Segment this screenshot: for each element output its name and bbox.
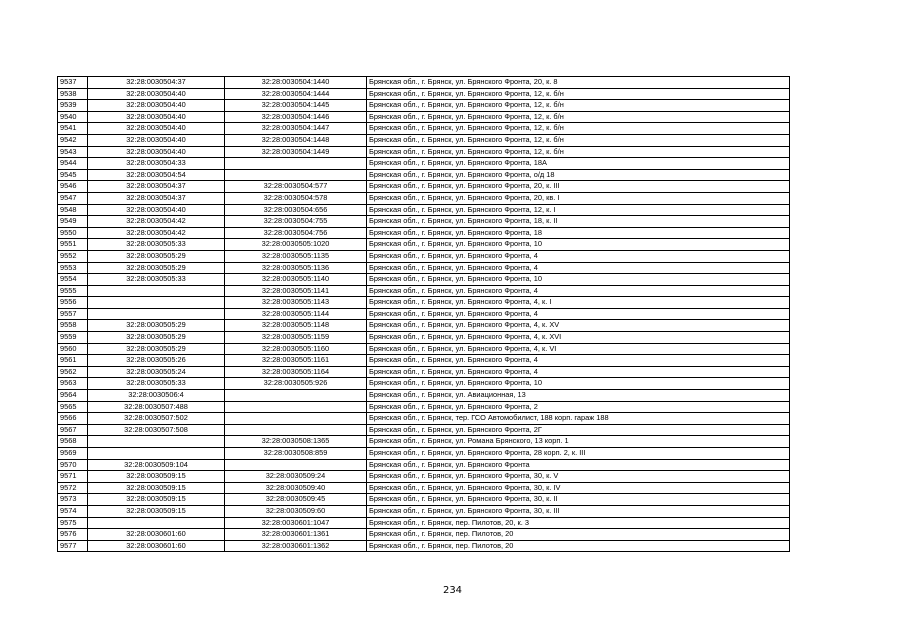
object-cadastral-number-cell: 32:28:0030505:1135	[225, 250, 367, 262]
land-cadastral-number-cell: 32:28:0030506:4	[88, 390, 225, 402]
land-cadastral-number-cell: 32:28:0030505:29	[88, 320, 225, 332]
object-cadastral-number-cell	[225, 459, 367, 471]
address-cell: Брянская обл., г. Брянск, ул. Брянского Фронта, 20, к. III	[367, 181, 790, 193]
row-number-cell: 9547	[58, 192, 88, 204]
object-cadastral-number-cell: 32:28:0030505:1020	[225, 239, 367, 251]
object-cadastral-number-cell: 32:28:0030504:656	[225, 204, 367, 216]
address-cell: Брянская обл., г. Брянск, ул. Брянского Фронта, 4, к. VI	[367, 343, 790, 355]
object-cadastral-number-cell: 32:28:0030505:926	[225, 378, 367, 390]
land-cadastral-number-cell: 32:28:0030509:15	[88, 494, 225, 506]
land-cadastral-number-cell: 32:28:0030504:37	[88, 192, 225, 204]
object-cadastral-number-cell: 32:28:0030505:1143	[225, 297, 367, 309]
land-cadastral-number-cell: 32:28:0030505:29	[88, 250, 225, 262]
row-number-cell: 9545	[58, 169, 88, 181]
land-cadastral-number-cell: 32:28:0030507:508	[88, 424, 225, 436]
land-cadastral-number-cell: 32:28:0030504:42	[88, 216, 225, 228]
land-cadastral-number-cell: 32:28:0030504:42	[88, 227, 225, 239]
row-number-cell: 9573	[58, 494, 88, 506]
row-number-cell: 9562	[58, 366, 88, 378]
object-cadastral-number-cell: 32:28:0030505:1164	[225, 366, 367, 378]
land-cadastral-number-cell: 32:28:0030505:26	[88, 355, 225, 367]
table-row	[58, 285, 790, 297]
address-cell: Брянская обл., г. Брянск, ул. Брянского Фронта, 4	[367, 250, 790, 262]
table-row	[58, 355, 790, 367]
row-number-cell: 9558	[58, 320, 88, 332]
address-cell: Брянская обл., г. Брянск, ул. Брянского Фронта, 10	[367, 239, 790, 251]
address-cell: Брянская обл., г. Брянск, ул. Брянского Фронта, 4, к. XV	[367, 320, 790, 332]
address-cell: Брянская обл., г. Брянск, ул. Брянского Фронта, 28 корп. 2, к. III	[367, 448, 790, 460]
table-row	[58, 308, 790, 320]
address-cell: Брянская обл., г. Брянск, ул. Брянского Фронта, 12, к. б/н	[367, 146, 790, 158]
address-cell: Брянская обл., г. Брянск, пер. Пилотов, 20, к. 3	[367, 517, 790, 529]
row-number-cell: 9549	[58, 216, 88, 228]
address-cell: Брянская обл., г. Брянск, ул. Брянского Фронта, о/д 18	[367, 169, 790, 181]
table-row	[58, 448, 790, 460]
address-cell: Брянская обл., г. Брянск, ул. Брянского Фронта, 18, к. II	[367, 216, 790, 228]
address-cell: Брянская обл., г. Брянск, ул. Брянского Фронта, 4	[367, 366, 790, 378]
table-row	[58, 332, 790, 344]
object-cadastral-number-cell	[225, 424, 367, 436]
object-cadastral-number-cell: 32:28:0030505:1136	[225, 262, 367, 274]
land-cadastral-number-cell: 32:28:0030504:37	[88, 77, 225, 89]
address-cell: Брянская обл., г. Брянск, ул. Брянского Фронта, 30, к. II	[367, 494, 790, 506]
table-row	[58, 100, 790, 112]
table-row	[58, 529, 790, 541]
object-cadastral-number-cell	[225, 401, 367, 413]
object-cadastral-number-cell: 32:28:0030509:60	[225, 505, 367, 517]
table-row	[58, 459, 790, 471]
row-number-cell: 9561	[58, 355, 88, 367]
land-cadastral-number-cell	[88, 308, 225, 320]
table-row	[58, 111, 790, 123]
address-cell: Брянская обл., г. Брянск, ул. Брянского Фронта, 2	[367, 401, 790, 413]
table-row	[58, 88, 790, 100]
registry-sheet	[57, 76, 789, 552]
land-cadastral-number-cell: 32:28:0030505:33	[88, 274, 225, 286]
land-cadastral-number-cell: 32:28:0030507:502	[88, 413, 225, 425]
address-cell: Брянская обл., г. Брянск, ул. Брянского Фронта, 12, к. б/н	[367, 111, 790, 123]
object-cadastral-number-cell: 32:28:0030504:1448	[225, 134, 367, 146]
address-cell: Брянская обл., г. Брянск, ул. Брянского Фронта, 30, к. III	[367, 505, 790, 517]
object-cadastral-number-cell: 32:28:0030504:756	[225, 227, 367, 239]
address-cell: Брянская обл., г. Брянск, ул. Брянского Фронта, 12, к. б/н	[367, 100, 790, 112]
object-cadastral-number-cell: 32:28:0030504:1447	[225, 123, 367, 135]
object-cadastral-number-cell: 32:28:0030505:1144	[225, 308, 367, 320]
table-row	[58, 390, 790, 402]
address-cell: Брянская обл., г. Брянск, ул. Брянского Фронта, 10	[367, 378, 790, 390]
table-row	[58, 227, 790, 239]
row-number-cell: 9556	[58, 297, 88, 309]
table-row	[58, 192, 790, 204]
row-number-cell: 9540	[58, 111, 88, 123]
row-number-cell: 9564	[58, 390, 88, 402]
row-number-cell: 9569	[58, 448, 88, 460]
row-number-cell: 9548	[58, 204, 88, 216]
row-number-cell: 9538	[58, 88, 88, 100]
land-cadastral-number-cell: 32:28:0030505:29	[88, 343, 225, 355]
row-number-cell: 9577	[58, 540, 88, 552]
land-cadastral-number-cell: 32:28:0030504:40	[88, 88, 225, 100]
table-row	[58, 262, 790, 274]
address-cell: Брянская обл., г. Брянск, ул. Брянского Фронта, 30, к. V	[367, 471, 790, 483]
object-cadastral-number-cell: 32:28:0030504:1449	[225, 146, 367, 158]
table-row	[58, 146, 790, 158]
row-number-cell: 9554	[58, 274, 88, 286]
address-cell: Брянская обл., г. Брянск, ул. Брянского Фронта, 18А	[367, 158, 790, 170]
row-number-cell: 9563	[58, 378, 88, 390]
table-row	[58, 320, 790, 332]
address-cell: Брянская обл., г. Брянск, ул. Брянского Фронта, 4	[367, 355, 790, 367]
address-cell: Брянская обл., г. Брянск, пер. Пилотов, 20	[367, 529, 790, 541]
table-row	[58, 505, 790, 517]
row-number-cell: 9553	[58, 262, 88, 274]
object-cadastral-number-cell: 32:28:0030504:755	[225, 216, 367, 228]
row-number-cell: 9539	[58, 100, 88, 112]
address-cell: Брянская обл., г. Брянск, ул. Брянского Фронта, 4, к. XVI	[367, 332, 790, 344]
row-number-cell: 9571	[58, 471, 88, 483]
row-number-cell: 9542	[58, 134, 88, 146]
row-number-cell: 9565	[58, 401, 88, 413]
table-row	[58, 204, 790, 216]
object-cadastral-number-cell: 32:28:0030505:1140	[225, 274, 367, 286]
object-cadastral-number-cell: 32:28:0030601:1361	[225, 529, 367, 541]
table-row	[58, 378, 790, 390]
row-number-cell: 9555	[58, 285, 88, 297]
row-number-cell: 9537	[58, 77, 88, 89]
row-number-cell: 9557	[58, 308, 88, 320]
land-cadastral-number-cell: 32:28:0030504:54	[88, 169, 225, 181]
table-row	[58, 343, 790, 355]
table-row	[58, 482, 790, 494]
object-cadastral-number-cell: 32:28:0030505:1160	[225, 343, 367, 355]
table-row	[58, 366, 790, 378]
row-number-cell: 9550	[58, 227, 88, 239]
table-row	[58, 471, 790, 483]
address-cell: Брянская обл., г. Брянск, пер. Пилотов, 20	[367, 540, 790, 552]
address-cell: Брянская обл., г. Брянск, ул. Брянского Фронта, 4	[367, 262, 790, 274]
object-cadastral-number-cell: 32:28:0030505:1148	[225, 320, 367, 332]
land-cadastral-number-cell: 32:28:0030504:33	[88, 158, 225, 170]
land-cadastral-number-cell: 32:28:0030504:37	[88, 181, 225, 193]
land-cadastral-number-cell: 32:28:0030505:33	[88, 239, 225, 251]
address-cell: Брянская обл., г. Брянск, ул. Брянского Фронта, 10	[367, 274, 790, 286]
object-cadastral-number-cell	[225, 158, 367, 170]
table-row	[58, 239, 790, 251]
object-cadastral-number-cell: 32:28:0030601:1047	[225, 517, 367, 529]
address-cell: Брянская обл., г. Брянск, ул. Авиационная, 13	[367, 390, 790, 402]
table-row	[58, 77, 790, 89]
land-cadastral-number-cell: 32:28:0030504:40	[88, 204, 225, 216]
table-row	[58, 401, 790, 413]
land-cadastral-number-cell: 32:28:0030601:60	[88, 529, 225, 541]
land-cadastral-number-cell: 32:28:0030509:104	[88, 459, 225, 471]
land-cadastral-number-cell: 32:28:0030507:488	[88, 401, 225, 413]
land-cadastral-number-cell	[88, 517, 225, 529]
object-cadastral-number-cell	[225, 390, 367, 402]
row-number-cell: 9575	[58, 517, 88, 529]
row-number-cell: 9560	[58, 343, 88, 355]
object-cadastral-number-cell: 32:28:0030504:578	[225, 192, 367, 204]
registry-table-body	[58, 77, 790, 552]
row-number-cell: 9574	[58, 505, 88, 517]
row-number-cell: 9546	[58, 181, 88, 193]
table-row	[58, 181, 790, 193]
row-number-cell: 9543	[58, 146, 88, 158]
table-row	[58, 494, 790, 506]
address-cell: Брянская обл., г. Брянск, ул. Брянского Фронта, 2Г	[367, 424, 790, 436]
land-cadastral-number-cell: 32:28:0030509:15	[88, 482, 225, 494]
object-cadastral-number-cell	[225, 413, 367, 425]
object-cadastral-number-cell: 32:28:0030505:1141	[225, 285, 367, 297]
object-cadastral-number-cell: 32:28:0030508:1365	[225, 436, 367, 448]
address-cell: Брянская обл., г. Брянск, ул. Брянского Фронта, 12, к. б/н	[367, 134, 790, 146]
row-number-cell: 9559	[58, 332, 88, 344]
row-number-cell: 9568	[58, 436, 88, 448]
table-row	[58, 436, 790, 448]
land-cadastral-number-cell: 32:28:0030601:60	[88, 540, 225, 552]
table-row	[58, 250, 790, 262]
land-cadastral-number-cell: 32:28:0030504:40	[88, 111, 225, 123]
table-row	[58, 216, 790, 228]
land-cadastral-number-cell: 32:28:0030504:40	[88, 123, 225, 135]
row-number-cell: 9541	[58, 123, 88, 135]
land-cadastral-number-cell: 32:28:0030504:40	[88, 100, 225, 112]
object-cadastral-number-cell: 32:28:0030509:45	[225, 494, 367, 506]
registry-table	[57, 76, 790, 552]
address-cell: Брянская обл., г. Брянск, ул. Брянского Фронта	[367, 459, 790, 471]
address-cell: Брянская обл., г. Брянск, ул. Романа Брянского, 13 корп. 1	[367, 436, 790, 448]
row-number-cell: 9552	[58, 250, 88, 262]
object-cadastral-number-cell: 32:28:0030504:1445	[225, 100, 367, 112]
land-cadastral-number-cell	[88, 448, 225, 460]
address-cell: Брянская обл., г. Брянск, ул. Брянского Фронта, 12, к. б/н	[367, 88, 790, 100]
land-cadastral-number-cell: 32:28:0030509:15	[88, 505, 225, 517]
table-row	[58, 540, 790, 552]
address-cell: Брянская обл., г. Брянск, ул. Брянского Фронта, 4	[367, 285, 790, 297]
row-number-cell: 9566	[58, 413, 88, 425]
table-row	[58, 517, 790, 529]
land-cadastral-number-cell: 32:28:0030505:33	[88, 378, 225, 390]
object-cadastral-number-cell: 32:28:0030505:1159	[225, 332, 367, 344]
object-cadastral-number-cell: 32:28:0030504:1444	[225, 88, 367, 100]
table-row	[58, 134, 790, 146]
row-number-cell: 9544	[58, 158, 88, 170]
object-cadastral-number-cell: 32:28:0030505:1161	[225, 355, 367, 367]
land-cadastral-number-cell	[88, 436, 225, 448]
address-cell: Брянская обл., г. Брянск, ул. Брянского Фронта, 12, к. б/н	[367, 123, 790, 135]
row-number-cell: 9567	[58, 424, 88, 436]
land-cadastral-number-cell: 32:28:0030505:29	[88, 332, 225, 344]
address-cell: Брянская обл., г. Брянск, ул. Брянского Фронта, 18	[367, 227, 790, 239]
land-cadastral-number-cell: 32:28:0030505:24	[88, 366, 225, 378]
address-cell: Брянская обл., г. Брянск, ул. Брянского Фронта, 12, к. I	[367, 204, 790, 216]
object-cadastral-number-cell: 32:28:0030509:40	[225, 482, 367, 494]
address-cell: Брянская обл., г. Брянск, ул. Брянского Фронта, 4	[367, 308, 790, 320]
object-cadastral-number-cell: 32:28:0030504:1440	[225, 77, 367, 89]
address-cell: Брянская обл., г. Брянск, ул. Брянского Фронта, 30, к. IV	[367, 482, 790, 494]
row-number-cell: 9570	[58, 459, 88, 471]
land-cadastral-number-cell	[88, 297, 225, 309]
object-cadastral-number-cell	[225, 169, 367, 181]
table-row	[58, 297, 790, 309]
object-cadastral-number-cell: 32:28:0030504:577	[225, 181, 367, 193]
object-cadastral-number-cell: 32:28:0030509:24	[225, 471, 367, 483]
table-row	[58, 169, 790, 181]
address-cell: Брянская обл., г. Брянск, ул. Брянского Фронта, 4, к. I	[367, 297, 790, 309]
page-number: 234	[442, 585, 463, 596]
land-cadastral-number-cell: 32:28:0030504:40	[88, 146, 225, 158]
address-cell: Брянская обл., г. Брянск, ул. Брянского Фронта, 20, к. 8	[367, 77, 790, 89]
row-number-cell: 9551	[58, 239, 88, 251]
object-cadastral-number-cell: 32:28:0030601:1362	[225, 540, 367, 552]
land-cadastral-number-cell: 32:28:0030509:15	[88, 471, 225, 483]
land-cadastral-number-cell: 32:28:0030504:40	[88, 134, 225, 146]
address-cell: Брянская обл., г. Брянск, ул. Брянского Фронта, 20, кв. I	[367, 192, 790, 204]
address-cell: Брянская обл., г. Брянск, тер. ГСО Автомобилист, 188 корп. гараж 188	[367, 413, 790, 425]
table-row	[58, 413, 790, 425]
row-number-cell: 9572	[58, 482, 88, 494]
table-row	[58, 123, 790, 135]
object-cadastral-number-cell: 32:28:0030504:1446	[225, 111, 367, 123]
land-cadastral-number-cell: 32:28:0030505:29	[88, 262, 225, 274]
table-row	[58, 274, 790, 286]
table-row	[58, 424, 790, 436]
object-cadastral-number-cell: 32:28:0030508:859	[225, 448, 367, 460]
land-cadastral-number-cell	[88, 285, 225, 297]
table-row	[58, 158, 790, 170]
row-number-cell: 9576	[58, 529, 88, 541]
